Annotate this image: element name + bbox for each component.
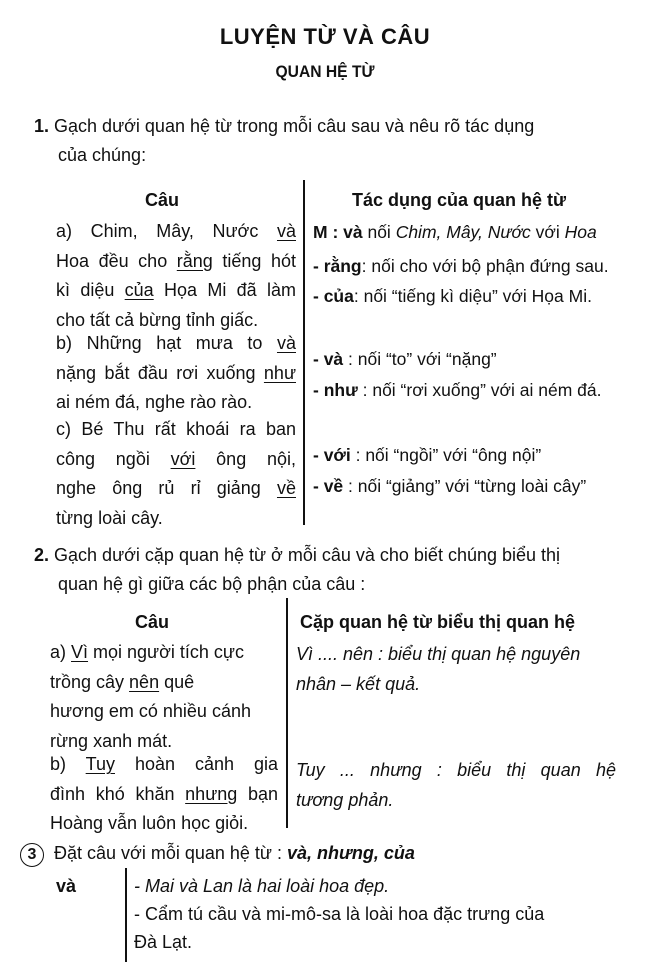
ex1-prompt-line1 [34,116,534,137]
ex2-b-line3: Hoàng vẫn luôn học giỏi. [50,813,249,833]
ex3-word: và [56,876,77,896]
ex2-a-line4: rừng xanh mát. [50,730,173,751]
ex1-a-line4: cho tất cả bừng tỉnh giấc. [56,309,259,330]
ex1-prompt-text: Gạch dưới quan hệ từ trong mỗi câu sau và nêu rõ tác dụng [54,116,535,136]
ex2-b-line2: đình khó khăn nhưng bạn [50,783,278,804]
ex1-b-answer-va: - và : nối “to” với “nặng” [313,349,497,369]
ex2-col-header-left: Câu [135,612,170,632]
ex1-prompt-line2: của chúng: [58,145,147,165]
ex2-a-line2: trồng cây nên quê [50,671,195,692]
ex1-col-header-left: Câu [145,190,180,210]
ex1-a-answer-rang: - rằng: nối cho với bộ phận đứng sau. [313,256,609,276]
ex2-b-answer-line2: tương phản. [296,789,394,810]
ex2-b-answer-line1: Tuy ... nhưng : biểu thị quan hệ [296,760,616,780]
ex3-prompt-words: và, nhưng, của [286,843,415,863]
ex1-c-sentence [56,415,296,533]
ex1-a-answer-cua: - của: nối “tiếng kì diệu” với Họa Mi. [313,286,592,306]
page-subtitle: QUAN HỆ TỪ [275,62,375,81]
ex2-a-line3: hương em có nhiều cánh [50,701,251,721]
ex2-b-answer [296,756,616,815]
ex2-a-answer-line2: nhân – kết quả. [296,673,421,694]
ex3-prompt: Đặt câu với mỗi quan hệ từ : và, nhưng, của [54,843,415,863]
ex2-b-line1: b) Tuy hoàn cảnh gia [50,754,278,774]
ex1-b-sentence [56,329,296,418]
ex1-a-line1: a) Chim, Mây, Nước và [56,221,296,241]
ex1-c-answer-ve: - về : nối “giảng” với “từng loài cây” [313,476,587,496]
ex2-a-sentence [50,638,278,756]
ex2-b-sentence [50,750,278,839]
ex2-prompt-line2: quan hệ gì giữa các bộ phận của câu : [58,574,366,594]
page-title: LUYỆN TỪ VÀ CÂU [219,24,431,49]
ex1-col-header-right: Tác dụng của quan hệ từ [352,190,567,210]
ex3-sentence-2: - Cẩm tú cầu và mi-mô-sa là loài hoa đặc trưng của [134,904,545,924]
ex1-c-line4: từng loài cây. [56,507,163,528]
ex1-a-line3: kì diệu của Họa Mi đã làm [56,280,296,300]
ex1-c-answer-voi: - với : nối “ngồi” với “ông nội” [313,445,542,465]
ex1-c-line2: công ngồi với ông nội, [56,448,296,469]
ex2-prompt-line1 [34,545,560,566]
ex1-number: 1. [34,116,50,136]
ex2-a-line1: a) Vì mọi người tích cực [50,642,244,662]
ex2-table-divider [286,598,288,828]
ex2-number: 2. [34,545,50,565]
ex2-a-answer [296,640,616,699]
ex1-table-divider [303,180,305,525]
ex2-prompt-text: Gạch dưới cặp quan hệ từ ở mỗi câu và cho biết chúng biểu thị [54,545,561,565]
ex3-divider [125,868,127,962]
ex1-b-line1: b) Những hạt mưa to và [56,333,296,353]
ex1-a-example: M : và nối Chim, Mây, Nước với Hoa [313,222,597,242]
ex1-a-line2: Hoa đều cho rằng tiếng hót [56,250,297,271]
ex2-col-header-right: Cặp quan hệ từ biểu thị quan hệ [300,612,576,632]
ex3-number-circle: 3 [20,843,44,867]
ex1-b-line2: nặng bắt đầu rơi xuống như [56,362,296,383]
ex3-sentence-1: - Mai và Lan là hai loài hoa đẹp. [134,876,390,896]
ex3-sentence-2-cont: Đà Lạt. [134,932,193,952]
ex2-a-answer-line1: Vì .... nên : biểu thị quan hệ nguyên [296,644,581,664]
ex1-c-line3: nghe ông rủ rỉ giảng về [56,478,296,498]
ex1-b-line3: ai ném đá, nghe rào rào. [56,392,253,412]
ex1-b-answer-nhu: - như : nối “rơi xuống” với ai ném đá. [313,380,602,400]
ex1-c-line1: c) Bé Thu rất khoái ra ban [56,419,296,439]
ex1-a-sentence [56,217,296,335]
